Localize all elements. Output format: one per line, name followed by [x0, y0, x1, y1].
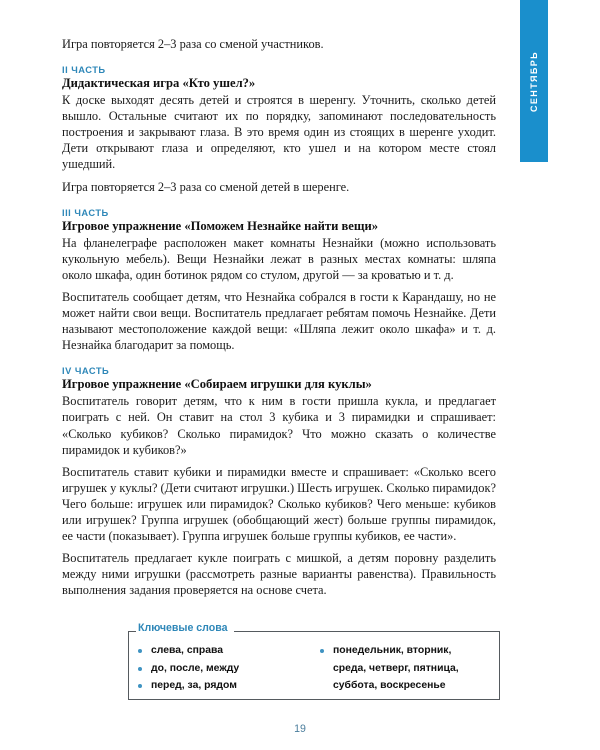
keywords-item: слева, справа	[136, 642, 314, 660]
keywords-title: Ключевые слова	[136, 622, 234, 635]
keywords-box	[128, 622, 500, 700]
section-paragraph: Воспитатель ставит кубики и пирамидки вместе и спрашивает: «Сколько всего игрушек у куклы? (Дети считают игрушки.) Шесть игрушек. Сколько пирамидок? Чего больше: игрушек или пирамидок? Сколько кубиков? Чего меньше: кубиков или игрушек? Группа игрушек (обобщающий жест) больше группы пирамидок, ее части (показывает). Группа игрушек больше группы кубиков, ее части».	[62, 464, 496, 544]
page-number: 19	[294, 723, 306, 735]
keywords-columns	[128, 642, 500, 695]
keywords-item: перед, за, рядом	[136, 677, 314, 695]
keywords-item: понедельник, вторник,	[318, 642, 500, 660]
section-part-3	[62, 208, 496, 354]
keywords-column-left	[128, 642, 314, 695]
keywords-item: суббота, воскресенье	[333, 680, 446, 692]
month-tab-label: СЕНТЯБРЬ	[529, 50, 539, 112]
section-kicker: II ЧАСТЬ	[62, 65, 106, 76]
section-kicker: III ЧАСТЬ	[62, 207, 109, 218]
page-content	[62, 36, 496, 598]
section-title: Игровое упражнение «Собираем игрушки для куклы»	[62, 377, 372, 392]
section-kicker: IV ЧАСТЬ	[62, 366, 110, 377]
section-title: Дидактическая игра «Кто ушел?»	[62, 76, 256, 91]
intro-paragraph: Игра повторяется 2–3 раза со сменой участников.	[62, 37, 324, 51]
section-paragraph: Воспитатель предлагает кукле поиграть с мишкой, а детям поровну разделить между ними игрушки (рассмотреть разные варианты равенства). Правильность выполнения задания проверяется на основе счета.	[62, 551, 496, 598]
keywords-item: до, после, между	[136, 660, 314, 678]
keywords-column-right	[314, 642, 500, 695]
section-part-4	[62, 366, 496, 598]
section-part-2	[62, 65, 496, 195]
month-tab	[520, 0, 548, 162]
section-paragraph: Воспитатель говорит детям, что к ним в гости пришла кукла, и предлагает поиграть с ней. Он ставит на стол 3 кубика и 3 пирамидки и спрашивает: «Сколько кубиков? Сколько пирамидок? Что можно сказать о количестве пирамидок и кубиков?»	[62, 394, 496, 457]
section-paragraph: Воспитатель сообщает детям, что Незнайка собрался в гости к Карандашу, но не может найти свои вещи. Воспитатель предлагает ребятам помочь Незнайке. Дети называют местоположение каждой вещи: «Шляпа лежит около шкафа» и т. д. Незнайка благодарит за помощь.	[62, 289, 496, 353]
section-paragraph: К доске выходят десять детей и строятся в шеренгу. Уточнить, сколько детей вышло. Остальные считают их по порядку, запоминают последовательность построения и закрывают глаза. В это время один из стоящих в шеренге уходит. Дети открывают глаза и определяют, кто ушел и на котором месте стоял ушедший.	[62, 93, 496, 172]
section-paragraph: Игра повторяется 2–3 раза со сменой детей в шеренге.	[62, 179, 350, 194]
section-paragraph: На фланелеграфе расположен макет комнаты Незнайки (можно использовать кукольную мебель). Вещи Незнайки лежат в разных местах комнаты: шляпа около шкафа, один ботинок рядом со стулом, другой — за кроватью и т. д.	[62, 235, 496, 282]
keywords-item: среда, четверг, пятница,	[333, 662, 459, 674]
section-title: Игровое упражнение «Поможем Незнайке найти вещи»	[62, 218, 379, 233]
